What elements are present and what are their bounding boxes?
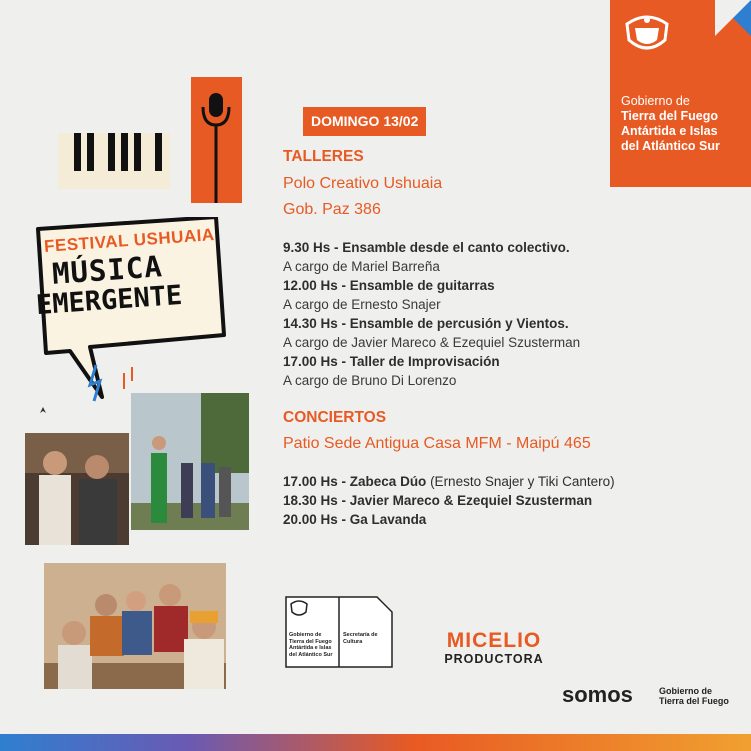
date-tag: DOMINGO 13/02	[303, 107, 426, 136]
somos-logo	[562, 682, 729, 708]
conciertos-title: CONCIERTOS	[283, 409, 387, 426]
government-name	[621, 94, 747, 154]
government-badge	[610, 0, 751, 187]
talleres-item-time: 9.30 Hs - Ensamble desde el canto colectivo.	[283, 240, 570, 255]
microphone-icon	[191, 77, 242, 203]
gov-culture-logo	[285, 596, 393, 668]
talleres-title: TALLERES	[283, 148, 364, 165]
gov-small-line: del Atlántico Sur	[289, 651, 333, 658]
micelio-logo	[424, 630, 564, 666]
gradient-footer-bar	[0, 734, 751, 751]
gov-small-line: Gobierno de	[289, 632, 322, 638]
talleres-item-host: A cargo de Bruno Di Lorenzo	[283, 373, 457, 388]
micelio-name: MICELIO	[446, 629, 542, 652]
festival-name: FESTIVAL USHUAIA	[43, 225, 216, 256]
talleres-item-time: 17.00 Hs - Taller de Improvisación	[283, 354, 500, 369]
talleres-item-time: 12.00 Hs - Ensamble de guitarras	[283, 278, 495, 293]
gov-small-name	[289, 632, 337, 658]
piano-key	[155, 133, 162, 171]
corner-fold	[715, 0, 751, 36]
talleres-list	[283, 238, 683, 390]
gov-line: Tierra del Fuego	[621, 109, 719, 123]
piano-key	[108, 133, 115, 171]
talleres-item-host: A cargo de Mariel Barreña	[283, 259, 440, 274]
concierto-item-time: 17.00 Hs - Zabeca Dúo	[283, 474, 427, 489]
talleres-item-host: A cargo de Javier Mareco & Ezequiel Szusterman	[283, 335, 581, 350]
gov-line: del Atlántico Sur	[621, 139, 720, 153]
somos-wordmark: somos	[562, 682, 633, 707]
talleres-item-time: 14.30 Hs - Ensamble de percusión y Vientos.	[283, 316, 569, 331]
festival-title-line2: EMERGENTE	[35, 279, 184, 322]
gov-line: Gobierno de	[621, 94, 690, 108]
piano-keys-illustration	[58, 133, 170, 189]
festival-title-bubble	[30, 217, 240, 417]
somos-sub-line: Gobierno de	[659, 686, 713, 696]
secretaria-line: Cultura	[343, 638, 363, 645]
piano-key	[74, 133, 81, 171]
secretaria-line: Secretaría de	[343, 632, 378, 638]
talleres-item-host: A cargo de Ernesto Snajer	[283, 297, 441, 312]
talleres-address: Gob. Paz 386	[283, 201, 381, 218]
concierto-item-detail: (Ernesto Snajer y Tiki Cantero)	[426, 474, 615, 489]
concierto-item-time: 18.30 Hs - Javier Mareco & Ezequiel Szusterman	[283, 493, 593, 508]
talleres-venue: Polo Creativo Ushuaia	[283, 175, 443, 192]
somos-sub-line: Tierra del Fuego	[659, 696, 729, 706]
gov-line: Antártida e Islas	[621, 124, 718, 138]
festival-title-line1: MÚSICA	[50, 249, 164, 291]
secretaria-name	[343, 632, 389, 645]
concierto-item-time: 20.00 Hs - Ga Lavanda	[283, 512, 427, 527]
productora-label: PRODUCTORA	[444, 652, 544, 666]
piano-key	[121, 133, 128, 171]
conciertos-venue: Patio Sede Antigua Casa MFM - Maipú 465	[283, 435, 591, 452]
piano-key	[87, 133, 94, 171]
coat-of-arms-icon	[621, 12, 673, 56]
microphone-illustration	[191, 77, 242, 203]
musicians-photo-duo	[25, 433, 129, 545]
musicians-photo-outdoor	[131, 393, 249, 530]
gov-small-line: Antártida e Islas	[289, 645, 332, 651]
gov-small-line: Tierra del Fuego	[289, 638, 332, 645]
conciertos-list	[283, 472, 703, 529]
band-photo-group	[44, 563, 226, 689]
piano-key	[134, 133, 141, 171]
somos-subtitle	[659, 686, 739, 706]
